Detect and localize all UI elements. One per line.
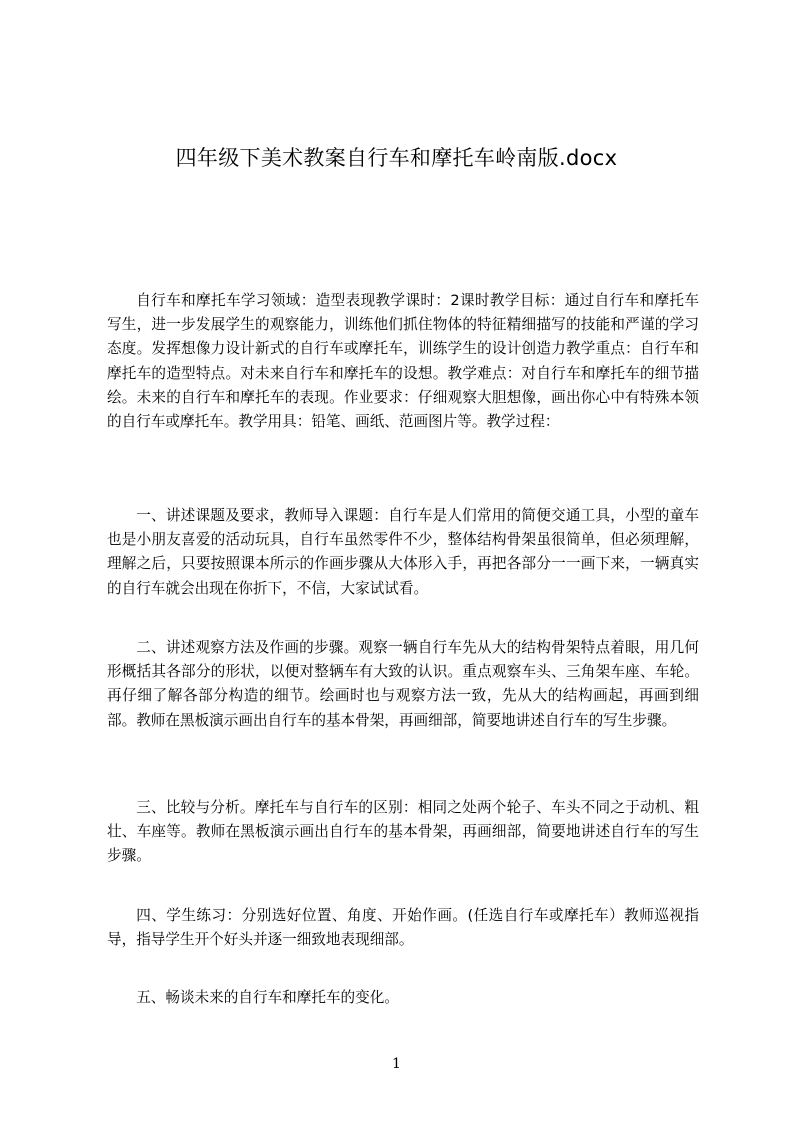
paragraph-step-4: 四、学生练习：分别选好位置、角度、开始作画。(任选自行车或摩托车）教师巡视指导，指导学生开个好头并逐一细致地表现细部。 (107, 907, 699, 949)
paragraph-step-2: 二、讲述观察方法及作画的步骤。观察一辆自行车先从大的结构骨架特点着眼，用几何形概括其各部分的形状，以便对整辆车有大致的认识。重点观察车头、三角架车座、车轮。再仔细了解各部分构造的细节。绘画时也与观察方法一致，先从大的结构画起，再画到细部。教师在黑板演示画出自行车的基本骨架，再画细部，简要地讲述自行车的写生步骤。 (107, 639, 699, 729)
page-number: 1 (392, 1056, 401, 1072)
paragraph-step-3: 三、比较与分析。摩托车与自行车的区别：相同之处两个轮子、车头不同之于动机、粗壮、车座等。教师在黑板演示画出自行车的基本骨架，再画细部，简要地讲述自行车的写生步骤。 (107, 799, 699, 865)
paragraph-intro: 自行车和摩托车学习领域：造型表现教学课时：2课时教学目标：通过自行车和摩托车写生，进一步发展学生的观察能力，训练他们抓住物体的特征精细描写的技能和严谨的学习态度。发挥想像力设计新式的自行车或摩托车，训练学生的设计创造力教学重点：自行车和摩托车的造型特点。对未来自行车和摩托车的设想。教学难点：对自行车和摩托车的细节描绘。未来的自行车和摩托车的表现。作业要求：仔细观察大胆想像，画出你心中有特殊本领的自行车或摩托车。教学用具：铅笔、画纸、范画图片等。教学过程： (107, 292, 699, 431)
paragraph-step-5: 五、畅谈未来的自行车和摩托车的变化。 (136, 989, 399, 1006)
document-title: 四年级下美术教案自行车和摩托车岭南版.docx (175, 146, 618, 170)
paragraph-step-1: 一、讲述课题及要求，教师导入课题：自行车是人们常用的简便交通工具，小型的童车也是小朋友喜爱的活动玩具，自行车虽然零件不少，整体结构骨架虽很简单，但必须理解，理解之后，只要按照课本所示的作画步骤从大体形入手，再把各部分一一画下来，一辆真实的自行车就会出现在你折下，不信，大家试试看。 (107, 507, 699, 597)
